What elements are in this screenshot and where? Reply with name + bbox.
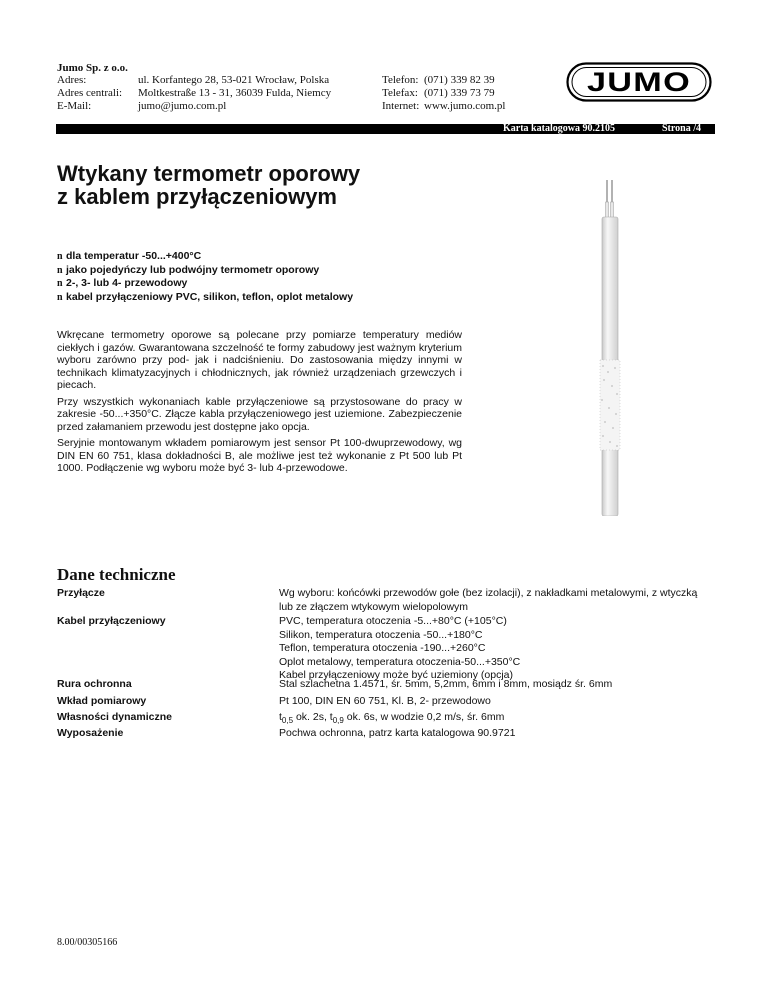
bullet-marker: n — [57, 264, 63, 276]
spec-value: PVC, temperatura otoczenia -5...+80°C (+105°C) Silikon, temperatura otoczenia -50...+180°C Teflon, temperatura otoczenia -190...+260°C Oplot metalowy, temperatura otoczenia-50...+350°C Kabel przyłączeniowy może być uziemiony (opcja) — [279, 615, 521, 681]
bullet-marker: n — [57, 291, 63, 303]
contact-labels — [382, 74, 419, 113]
fax-label: Telefax: — [382, 87, 418, 99]
feature-item: n jako pojedyńczy lub podwójny termometr oporowy — [57, 263, 320, 276]
phone-value: (071) 339 82 39 — [424, 74, 495, 86]
catalog-number: Karta katalogowa 90.2105 — [503, 123, 615, 134]
intro-text — [57, 329, 462, 479]
section-heading: Dane techniczne — [57, 565, 176, 584]
feature-item: n 2-, 3- lub 4- przewodowy — [57, 277, 188, 289]
contact-values — [424, 74, 505, 113]
spec-label: Przyłącze — [57, 587, 105, 599]
intro-paragraph: Seryjnie montowanym wkładem pomiarowym jest sensor Pt 100-dwuprzewodowy, wg DIN EN 60 751, klasa dokładności B, ale możliwe jest też wykonanie z Pt 500 lub Pt 1000. Podłączenie wg wyboru może być 3- lub 4-przewodowe. — [57, 437, 462, 474]
spec-label: Wyposażenie — [57, 727, 124, 739]
hq-address-value: Moltkestraße 13 - 31, 36039 Fulda, Niemcy — [138, 87, 332, 99]
spec-label: Własności dynamiczne — [57, 711, 172, 723]
internet-label: Internet: — [382, 100, 420, 112]
intro-paragraph: Przy wszystkich wykonaniach kable przyłączeniowe są przystosowane do pracy w zakresie -50...+350°C. Złącze kabla przyłączeniowego jest uziemione. Zabezpieczenie przed załamaniem przewodu jest dostępne jako opcja. — [57, 395, 462, 433]
title-line-1: Wtykany termometr oporowy — [57, 161, 361, 186]
jumo-logo — [566, 62, 712, 102]
logo-text: JUMO — [587, 67, 691, 97]
spec-value: Pochwa ochronna, patrz karta katalogowa 90.9721 — [279, 727, 516, 739]
address-values — [138, 74, 331, 113]
spec-value: Pt 100, DIN EN 60 751, Kl. B, 2- przewodowo — [279, 695, 491, 707]
bullet-marker: n — [57, 278, 63, 289]
catalog-bar — [56, 124, 715, 134]
spec-label: Kabel przyłączeniowy — [57, 615, 166, 627]
phone-label: Telefon: — [382, 74, 419, 86]
probe-illustration — [590, 180, 630, 516]
bullet-marker: n — [57, 251, 63, 262]
title-line-2: z kablem przyłączeniowym — [57, 184, 337, 209]
spec-value: Stal szlachetna 1.4571, śr. 5mm, 5,2mm, 6mm i 8mm, mosiądz śr. 6mm — [279, 678, 613, 690]
document-code: 8.00/00305166 — [57, 937, 118, 948]
internet-value: www.jumo.com.pl — [424, 100, 506, 112]
page-number: Strona /4 — [662, 123, 701, 134]
spec-value: $t_{0,5}$ ok. 2s, $t_{0,9}$ ok. 6s, w wodzie 0,2 m/s, śr. 6mm — [279, 711, 505, 726]
address-label: Adres: — [57, 74, 87, 86]
feature-item: n dla temperatur -50...+400°C — [57, 250, 202, 262]
email-value: jumo@jumo.com.pl — [138, 100, 227, 112]
intro-paragraph: Wkręcane termometry oporowe są polecane przy pomiarze temperatury mediów ciekłych i gazów. Gwarantowana szczelność te formy zabudowy jest ważnym kryterium wyboru zarówno przy pod- jak i nadciśnieniu. Do zastosowania między innymi w technikach klimatyzacyjnych i chłodnicznych, jak również urządzeniach grzewczych i piecach. — [57, 329, 462, 391]
address-labels — [57, 74, 122, 113]
spec-value: Wg wyboru: końcówki przewodów gołe (bez izolacji), z nakładkami metalowymi, z wtyczką lub ze złączem wtykowym wielopolowym — [279, 587, 698, 613]
feature-item: n kabel przyłączeniowy PVC, silikon, teflon, oplot metalowy — [57, 290, 354, 303]
spec-label: Wkład pomiarowy — [57, 695, 147, 707]
hq-address-label: Adres centrali: — [57, 87, 123, 99]
document-title — [57, 162, 360, 208]
address-value: ul. Korfantego 28, 53-021 Wrocław, Polska — [138, 74, 330, 86]
company-name: Jumo Sp. z o.o. — [57, 62, 128, 74]
email-label: E-Mail: — [57, 100, 92, 112]
feature-list — [57, 250, 353, 304]
fax-value: (071) 339 73 79 — [424, 87, 495, 99]
spec-label: Rura ochronna — [57, 678, 132, 690]
